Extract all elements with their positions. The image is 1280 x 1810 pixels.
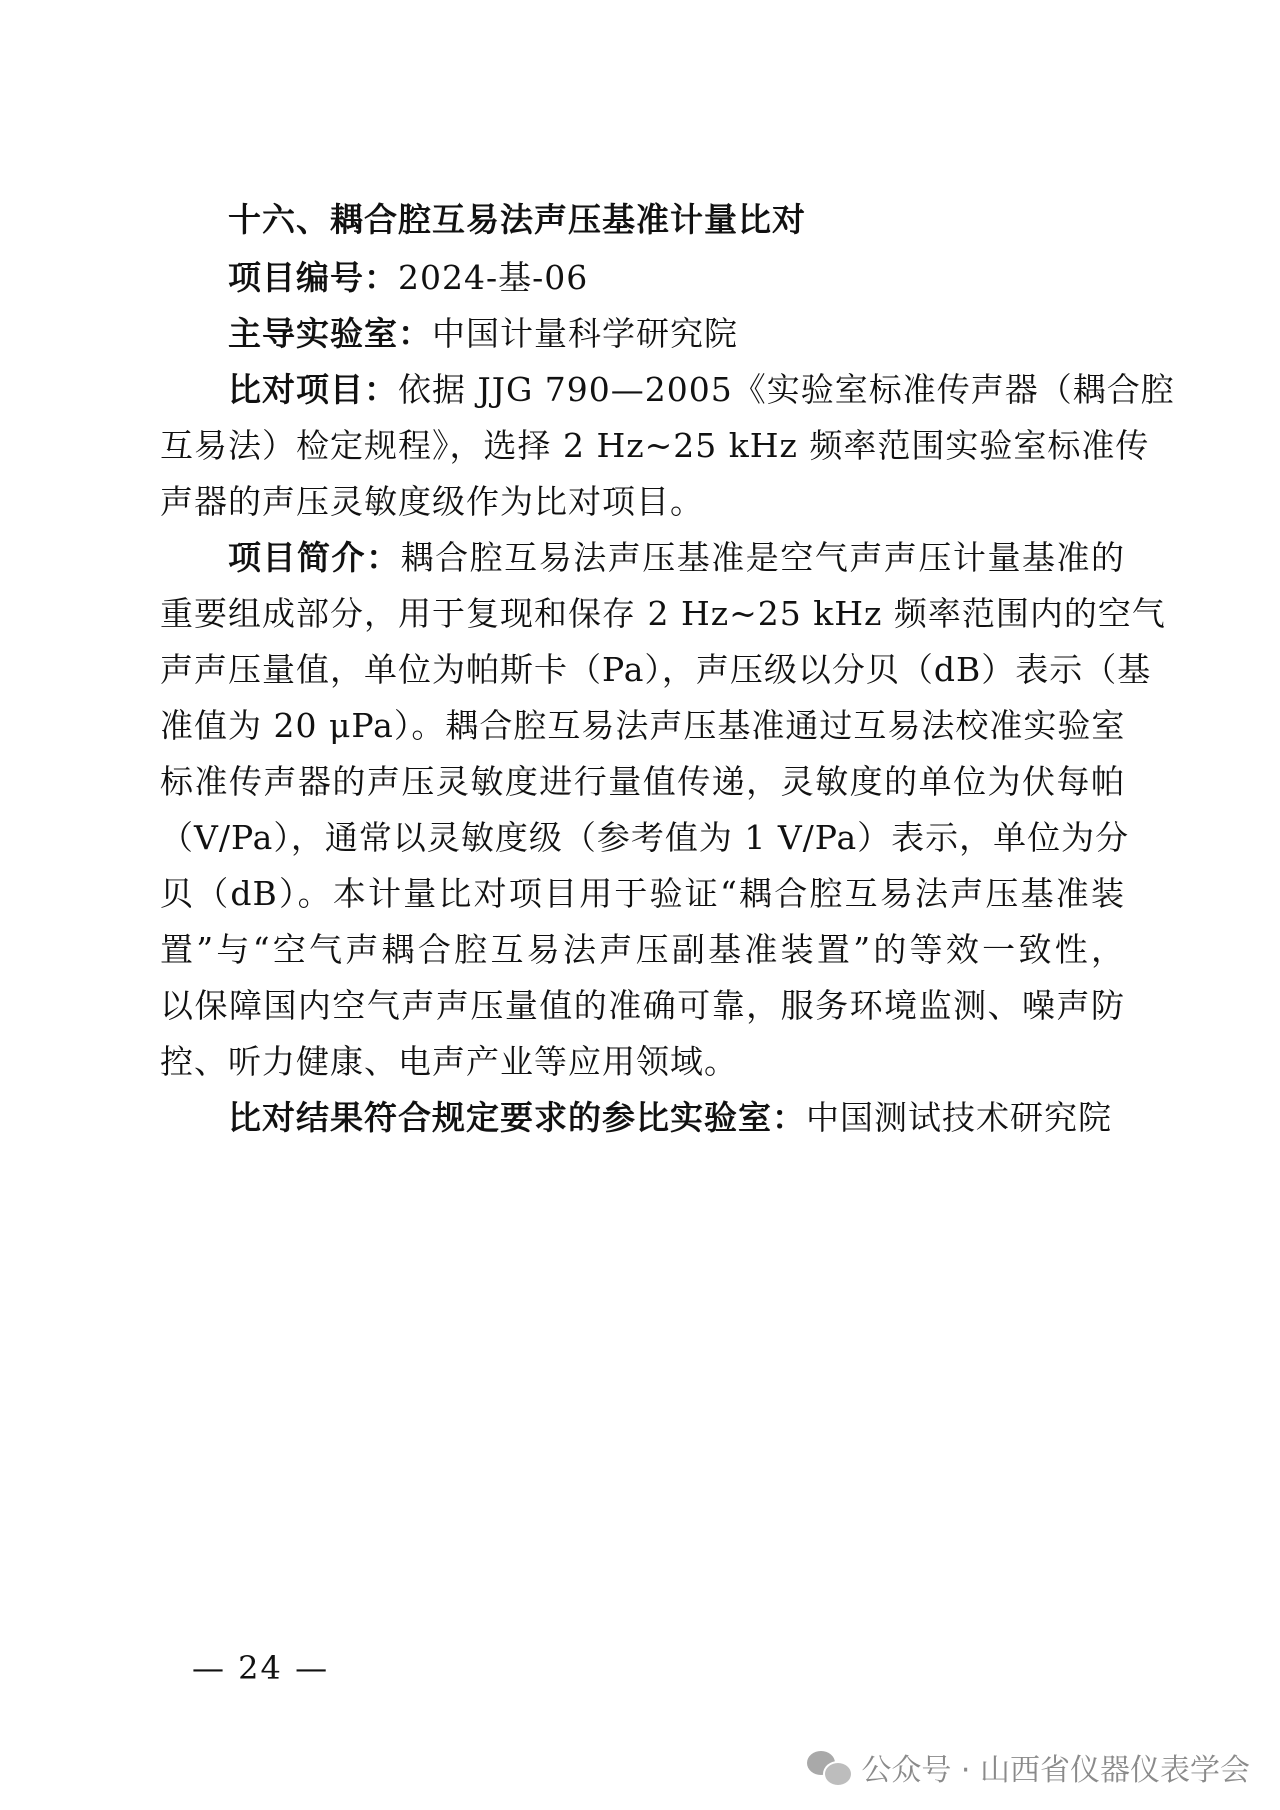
lead-lab-line: [228, 312, 1125, 356]
compare-label: 比对项目：: [228, 370, 398, 409]
intro-line-3: 声声压量值，单位为帕斯卡（Pa），声压级以分贝（dB）表示（基: [160, 650, 1152, 689]
result-label: 比对结果符合规定要求的参比实验室：: [228, 1098, 806, 1137]
wechat-icon: [807, 1749, 851, 1785]
intro-text-1: 耦合腔互易法声压基准是空气声声压计量基准的: [400, 538, 1126, 577]
intro-line-6: （V/Pa），通常以灵敏度级（参考值为 1 V/Pa）表示，单位为分: [160, 818, 1130, 857]
watermark-text: 公众号 · 山西省仪器仪表学会: [861, 1753, 1250, 1788]
intro-line-2: 重要组成部分，用于复现和保存 2 Hz~25 kHz 频率范围内的空气: [160, 594, 1166, 633]
section-heading: [228, 198, 1125, 242]
lead-lab-value: 中国计量科学研究院: [432, 314, 738, 353]
intro-line-1: [228, 536, 1125, 580]
compare-text-1: 依据 JJG 790—2005《实验室标准传声器（耦合腔: [398, 370, 1175, 409]
compare-line-2: 互易法）检定规程》，选择 2 Hz~25 kHz 频率范围实验室标准传: [160, 426, 1150, 465]
compare-line-3: 声器的声压灵敏度级作为比对项目。: [160, 482, 704, 521]
page-number: — 24 —: [192, 1649, 330, 1687]
result-line: [228, 1096, 1125, 1140]
project-number-line: [228, 256, 1125, 300]
intro-label: 项目简介：: [228, 538, 401, 577]
intro-line-5: 标准传声器的声压灵敏度进行量值传递，灵敏度的单位为伏每帕: [160, 762, 1125, 801]
project-number-label: 项目编号：: [228, 258, 398, 297]
result-value: 中国测试技术研究院: [806, 1098, 1112, 1137]
intro-line-7: 贝（dB）。本计量比对项目用于验证“耦合腔互易法声压基准装: [160, 874, 1125, 913]
lead-lab-label: 主导实验室：: [228, 314, 432, 353]
section-heading-text: 十六、耦合腔互易法声压基准计量比对: [228, 200, 806, 239]
project-number-value: 2024-基-06: [398, 258, 589, 297]
compare-line-1: [228, 368, 1175, 412]
watermark: [807, 1745, 1250, 1789]
intro-line-10: 控、听力健康、电声产业等应用领域。: [160, 1042, 738, 1081]
intro-line-9: 以保障国内空气声声压量值的准确可靠，服务环境监测、噪声防: [160, 986, 1125, 1025]
intro-line-4: 准值为 20 μPa）。耦合腔互易法声压基准通过互易法校准实验室: [160, 706, 1126, 745]
intro-line-8: 置”与“空气声耦合腔互易法声压副基准装置”的等效一致性，: [160, 930, 1125, 969]
